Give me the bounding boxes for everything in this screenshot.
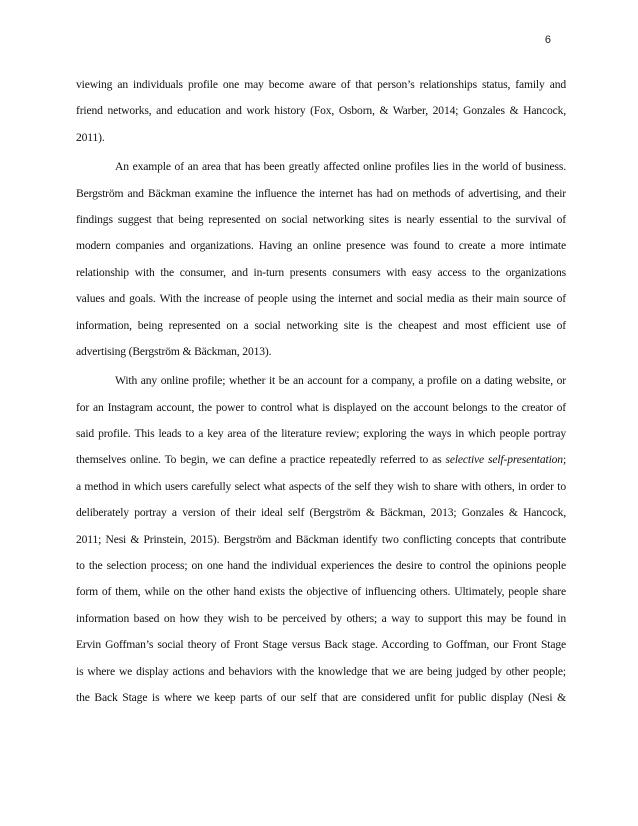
text-line: relationship with the consumer, and in-turn presents consumers with easy access to the organizations bbox=[76, 265, 566, 279]
paragraph-3 bbox=[76, 368, 566, 711]
body-text bbox=[76, 72, 566, 711]
emphasis-suffix: ; bbox=[562, 453, 567, 467]
text-line: information, being represented on a social networking site is the cheapest and most efficient use of bbox=[76, 318, 566, 332]
text-line: form of them, while on the other hand exists the objective of influencing others. Ultimately, people share bbox=[76, 585, 566, 599]
text-line-with-emphasis bbox=[76, 447, 566, 473]
text-line: is where we display actions and behaviors with the knowledge that we are being judged by other people; bbox=[76, 664, 566, 678]
text-line: advertising (Bergström & Bäckman, 2013). bbox=[76, 344, 272, 358]
text-line: values and goals. With the increase of people using the internet and social media as their main source of bbox=[76, 292, 566, 306]
line-text: themselves online. To begin, we can define a practice repeatedly referred to as bbox=[76, 453, 442, 467]
paragraph-1 bbox=[76, 72, 566, 151]
text-line: 2011). bbox=[76, 130, 105, 144]
emphasized-term: selective self-presentation bbox=[445, 453, 563, 467]
text-line: a method in which users carefully select what aspects of the self they wish to share with others, in order to bbox=[76, 479, 566, 493]
text-line: for an Instagram account, the power to control what is displayed on the account belongs to the creator of bbox=[76, 400, 566, 414]
text-line: Ervin Goffman’s social theory of Front Stage versus Back stage. According to Goffman, our Front Stage bbox=[76, 638, 566, 652]
text-line: to the selection process; on one hand the individual experiences the desire to control the opinions people bbox=[76, 559, 566, 573]
text-line: An example of an area that has been greatly affected online profiles lies in the world of business. bbox=[115, 160, 566, 174]
page-number: 6 bbox=[544, 34, 551, 46]
text-line: deliberately portray a version of their ideal self (Bergström & Bäckman, 2013; Gonzales & Hancock, bbox=[76, 506, 566, 520]
text-line: Bergström and Bäckman examine the influence the internet has had on methods of advertising, and their bbox=[76, 186, 566, 200]
text-line: information based on how they wish to be perceived by others; a way to support this may be found in bbox=[76, 611, 566, 625]
text-line: 2011; Nesi & Prinstein, 2015). Bergström and Bäckman identify two conflicting concepts that contribute bbox=[76, 532, 566, 546]
text-line: said profile. This leads to a key area of the literature review; exploring the ways in which people portray bbox=[76, 427, 566, 441]
text-line: viewing an individuals profile one may become aware of that person’s relationships status, family and bbox=[76, 78, 566, 91]
text-line: findings suggest that being represented on social networking sites is nearly essential to the survival of bbox=[76, 212, 566, 226]
text-line: the Back Stage is where we keep parts of our self that are considered unfit for public display (Nesi & bbox=[76, 690, 566, 704]
text-line: With any online profile; whether it be an account for a company, a profile on a dating website, or bbox=[115, 374, 566, 388]
paragraph-2 bbox=[76, 154, 566, 365]
text-line: friend networks, and education and work history (Fox, Osborn, & Warber, 2014; Gonzales & Hancock, bbox=[76, 104, 566, 118]
text-line: modern companies and organizations. Having an online presence was found to create a more intimate bbox=[76, 239, 566, 253]
